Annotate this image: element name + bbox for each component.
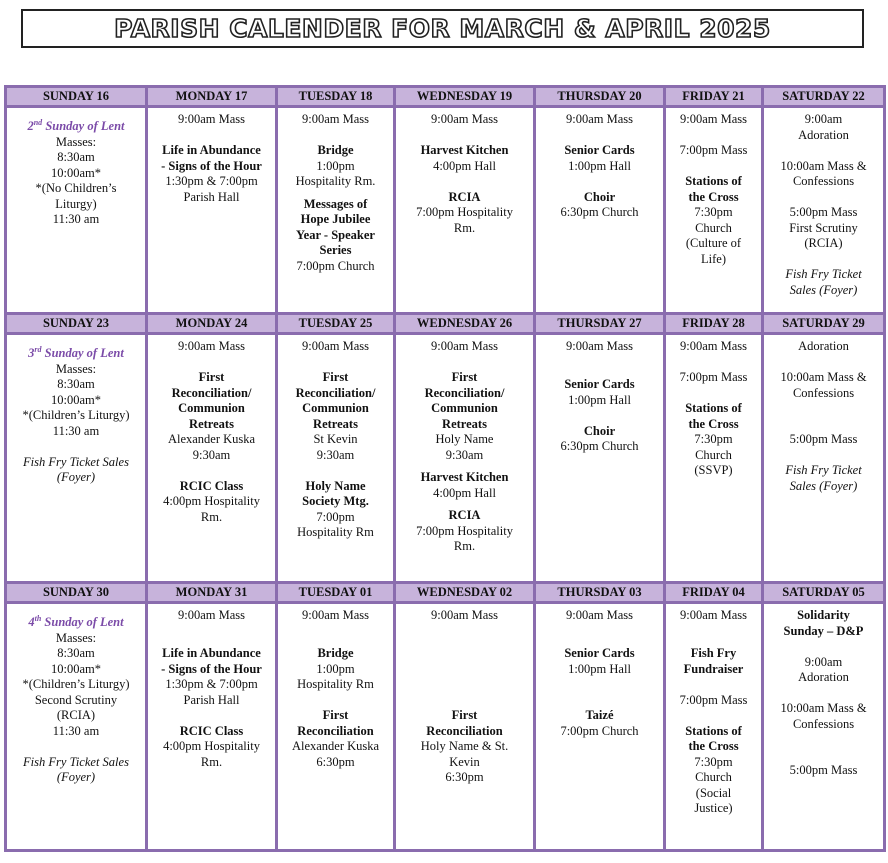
event-line: 10:00am Mass &: [780, 370, 867, 384]
event-title: Stations of: [685, 723, 742, 738]
event-line: 1:00pm Hall: [568, 158, 631, 173]
event-title: Choir: [583, 189, 616, 204]
event-line: Hospitality Rm.: [295, 174, 376, 188]
event-line: 4:00pm Hall: [433, 485, 496, 500]
event-line: 6:30pm Church: [560, 205, 639, 219]
event-line: Parish Hall: [183, 189, 240, 204]
event-title: First: [451, 708, 478, 722]
week-3-header-row: [6, 583, 885, 603]
event-title: Retreats: [189, 416, 234, 431]
event-line: 9:00am Mass: [679, 339, 747, 353]
event-line: 10:00am Mass &: [780, 701, 867, 715]
event-title: Harvest Kitchen: [420, 143, 509, 157]
event-line: (Social: [695, 785, 732, 800]
event-line: Fish Fry Ticket: [785, 267, 862, 281]
event-line: 1:00pm: [316, 158, 355, 173]
event-title: Year - Speaker: [296, 227, 375, 242]
event-line: 1:30pm & 7:00pm: [165, 174, 258, 188]
event-title: Bridge: [317, 646, 354, 660]
event-title: Reconciliation/: [295, 385, 376, 400]
event-line: 9:00am Mass: [565, 608, 633, 622]
event-title: Reconciliation: [426, 723, 503, 738]
event-title: Senior Cards: [564, 377, 635, 391]
event-line: (Foyer): [56, 470, 96, 484]
day-cell-tuesday: [277, 107, 395, 314]
week-3-row: [6, 603, 885, 851]
event-line: 7:30pm: [694, 432, 733, 446]
event-line: (SSVP): [694, 463, 733, 477]
day-header: SUNDAY 16: [6, 87, 147, 107]
day-cell-monday: [147, 334, 277, 583]
event-line: 5:00pm Mass: [789, 763, 858, 777]
day-cell-sunday: [6, 107, 147, 314]
event-title: Society Mtg.: [302, 494, 369, 508]
event-line: 9:00am Mass: [177, 339, 245, 353]
event-title: Senior Cards: [564, 143, 635, 157]
event-title: First: [322, 370, 349, 384]
day-cell-wednesday: [395, 603, 535, 851]
event-line: Alexander Kuska: [167, 432, 256, 446]
event-line: 5:00pm Mass: [789, 205, 858, 219]
event-line: 9:00am Mass: [177, 608, 245, 622]
event-line: 4:00pm Hall: [433, 158, 496, 173]
event-title: Communion: [302, 401, 369, 415]
day-cell-saturday: [763, 107, 885, 314]
event-line: (Culture of: [685, 236, 742, 250]
event-line: Alexander Kuska: [291, 739, 380, 753]
day-header: WEDNESDAY 19: [395, 87, 535, 107]
event-title: the Cross: [688, 416, 739, 431]
event-line: 9:00am Mass: [430, 608, 498, 622]
day-header: SATURDAY 05: [763, 583, 885, 603]
event-line: Justice): [694, 801, 733, 815]
event-line: Kevin: [449, 754, 480, 769]
event-line: Confessions: [792, 385, 855, 400]
event-line: Second Scrutiny: [34, 692, 118, 707]
event-line: 4:00pm Hospitality: [163, 739, 260, 753]
event-line: 8:30am: [57, 646, 95, 660]
event-title: Solidarity: [797, 608, 850, 622]
event-line: Fish Fry Ticket: [785, 463, 862, 477]
day-header: TUESDAY 01: [277, 583, 395, 603]
event-line: 4:00pm Hospitality: [163, 494, 260, 508]
event-title: RCIA: [448, 508, 481, 522]
event-line: 9:30am: [192, 447, 231, 462]
event-title: RCIC Class: [179, 723, 244, 738]
day-header: THURSDAY 20: [535, 87, 665, 107]
event-line: 9:00am Mass: [177, 112, 245, 126]
event-line: 1:30pm & 7:00pm: [165, 677, 258, 691]
day-cell-saturday: [763, 334, 885, 583]
event-title: Bridge: [317, 143, 354, 157]
day-cell-monday: [147, 107, 277, 314]
event-line: Rm.: [453, 220, 476, 235]
event-title: Stations of: [685, 401, 742, 415]
calendar-title-box: [21, 9, 864, 48]
event-line: Sales (Foyer): [789, 282, 858, 297]
event-title: - Signs of the Hour: [161, 158, 262, 173]
event-line: 10:00am Mass &: [780, 158, 867, 173]
event-title: Fundraiser: [683, 661, 744, 676]
sunday-of-lent-label: 3rd Sunday of Lent: [28, 344, 124, 360]
event-line: 9:00am: [804, 654, 843, 669]
event-line: Fish Fry Ticket Sales: [23, 454, 129, 469]
event-line: Confessions: [792, 174, 855, 188]
event-line: Parish Hall: [183, 692, 240, 707]
event-title: Sunday – D&P: [783, 623, 864, 638]
event-line: 9:00am Mass: [679, 112, 747, 126]
day-header: SATURDAY 29: [763, 314, 885, 334]
event-title: Series: [319, 243, 352, 257]
event-line: Hospitality Rm: [297, 525, 374, 539]
calendar-grid: [4, 85, 886, 852]
event-line: *(Children’s Liturgy): [22, 408, 130, 422]
event-line: 11:30 am: [52, 212, 100, 226]
event-line: Hospitality Rm: [297, 677, 374, 691]
day-cell-friday: [665, 334, 763, 583]
event-line: (RCIA): [804, 236, 843, 250]
event-title: Fish Fry: [690, 646, 737, 660]
event-title: Life in Abundance: [162, 143, 261, 157]
event-title: Life in Abundance: [162, 646, 261, 660]
day-header: THURSDAY 03: [535, 583, 665, 603]
event-line: 8:30am: [57, 150, 95, 164]
event-line: 10:00am*: [51, 165, 101, 180]
event-line: 9:00am Mass: [301, 339, 369, 353]
day-header: THURSDAY 27: [535, 314, 665, 334]
week-2-row: [6, 334, 885, 583]
event-line: Holy Name: [435, 432, 494, 446]
event-line: 6:30pm: [316, 754, 355, 769]
day-cell-thursday: [535, 334, 665, 583]
day-cell-tuesday: [277, 603, 395, 851]
day-cell-tuesday: [277, 334, 395, 583]
event-title: Reconciliation/: [171, 385, 252, 400]
event-title: Reconciliation: [297, 723, 374, 738]
event-line: 7:00pm Mass: [679, 370, 748, 384]
event-line: 11:30 am: [52, 423, 100, 438]
event-line: 7:00pm: [316, 509, 355, 524]
sunday-of-lent-label: 4th Sunday of Lent: [28, 613, 124, 629]
day-header: FRIDAY 21: [665, 87, 763, 107]
event-line: Rm.: [453, 539, 476, 553]
event-title: Reconciliation/: [424, 385, 505, 400]
event-title: Messages of: [303, 196, 368, 211]
event-line: 1:00pm Hall: [568, 661, 631, 676]
event-line: 9:00am Mass: [679, 608, 747, 622]
event-line: 9:00am Mass: [430, 112, 498, 126]
event-line: Masses:: [55, 134, 97, 149]
day-cell-sunday: [6, 603, 147, 851]
event-title: First: [322, 708, 349, 722]
calendar-title: PARISH CALENDER FOR MARCH & APRIL 2025: [114, 14, 771, 43]
event-title: Communion: [178, 401, 245, 415]
day-header: FRIDAY 28: [665, 314, 763, 334]
event-line: First Scrutiny: [789, 220, 858, 235]
week-2-header-row: [6, 314, 885, 334]
event-title: - Signs of the Hour: [161, 661, 262, 676]
day-header: WEDNESDAY 26: [395, 314, 535, 334]
event-line: 9:30am: [445, 447, 484, 462]
event-line: (RCIA): [56, 708, 96, 722]
event-line: 1:00pm Hall: [568, 392, 631, 407]
event-title: the Cross: [688, 739, 739, 753]
day-header: MONDAY 17: [147, 87, 277, 107]
day-header: SUNDAY 30: [6, 583, 147, 603]
event-line: 9:00am Mass: [430, 339, 498, 353]
sunday-of-lent-label: 2nd Sunday of Lent: [27, 117, 125, 133]
event-title: Stations of: [685, 174, 742, 188]
event-line: 8:30am: [57, 377, 95, 391]
event-line: Holy Name & St.: [420, 739, 509, 753]
event-line: Masses:: [55, 361, 97, 376]
day-header: MONDAY 24: [147, 314, 277, 334]
week-1-header-row: [6, 87, 885, 107]
event-line: 7:00pm Church: [560, 723, 639, 738]
day-cell-wednesday: [395, 334, 535, 583]
event-line: *(No Children’s: [35, 181, 117, 195]
event-line: Sales (Foyer): [789, 478, 858, 493]
event-line: Adoration: [798, 127, 849, 142]
event-title: the Cross: [688, 189, 739, 204]
event-title: RCIC Class: [179, 478, 244, 493]
event-line: 9:00am Mass: [301, 112, 369, 126]
event-line: 9:00am Mass: [565, 339, 633, 353]
event-line: Fish Fry Ticket Sales: [23, 754, 129, 769]
event-line: Church: [695, 220, 732, 235]
event-line: Life): [701, 251, 726, 266]
day-cell-thursday: [535, 603, 665, 851]
week-1-row: [6, 107, 885, 314]
event-line: Confessions: [792, 716, 855, 731]
event-line: Church: [695, 770, 732, 784]
event-line: 9:00am Mass: [301, 608, 369, 622]
event-line: Adoration: [798, 339, 849, 353]
event-title: Hope Jubilee: [300, 212, 371, 226]
day-header: SUNDAY 23: [6, 314, 147, 334]
event-title: Holy Name: [305, 478, 366, 493]
event-title: Choir: [583, 423, 616, 438]
day-cell-sunday: [6, 334, 147, 583]
event-line: 7:30pm: [694, 205, 733, 219]
event-title: Communion: [431, 401, 498, 415]
event-line: 11:30 am: [52, 723, 100, 738]
day-header: TUESDAY 25: [277, 314, 395, 334]
event-title: First: [451, 370, 478, 384]
event-line: 6:30pm Church: [560, 439, 639, 453]
event-title: Taizé: [585, 708, 614, 722]
event-line: 9:30am: [316, 447, 355, 462]
event-line: 1:00pm: [316, 661, 355, 676]
event-line: 7:00pm Church: [296, 258, 375, 273]
day-cell-wednesday: [395, 107, 535, 314]
event-line: 9:00am: [804, 112, 843, 126]
event-line: 9:00am Mass: [565, 112, 633, 126]
day-header: FRIDAY 04: [665, 583, 763, 603]
day-cell-saturday: [763, 603, 885, 851]
day-cell-friday: [665, 603, 763, 851]
event-line: 7:00pm Mass: [679, 143, 748, 157]
event-title: First: [198, 370, 225, 384]
event-line: 10:00am*: [51, 661, 101, 676]
event-line: Masses:: [55, 630, 97, 645]
day-cell-thursday: [535, 107, 665, 314]
event-title: Retreats: [313, 416, 358, 431]
event-line: Rm.: [200, 754, 223, 769]
event-title: RCIA: [448, 189, 481, 204]
event-line: 7:00pm Hospitality: [416, 523, 513, 538]
event-line: *(Children’s Liturgy): [22, 677, 130, 691]
event-line: Rm.: [200, 509, 223, 524]
day-cell-monday: [147, 603, 277, 851]
event-line: (Foyer): [56, 770, 96, 784]
event-line: 6:30pm: [445, 770, 484, 784]
event-line: 7:00pm Hospitality: [416, 205, 513, 219]
day-header: TUESDAY 18: [277, 87, 395, 107]
event-title: Retreats: [442, 416, 487, 431]
event-line: 7:00pm Mass: [679, 692, 748, 707]
event-line: 7:30pm: [694, 754, 733, 769]
event-line: 10:00am*: [51, 392, 101, 407]
day-header: SATURDAY 22: [763, 87, 885, 107]
day-cell-friday: [665, 107, 763, 314]
event-line: Adoration: [798, 670, 849, 684]
day-header: WEDNESDAY 02: [395, 583, 535, 603]
event-title: Senior Cards: [564, 646, 635, 660]
event-line: St Kevin: [313, 432, 358, 446]
event-line: 5:00pm Mass: [789, 432, 858, 446]
event-line: Church: [695, 447, 732, 462]
day-header: MONDAY 31: [147, 583, 277, 603]
event-title: Harvest Kitchen: [420, 470, 509, 484]
event-line: Liturgy): [55, 196, 97, 211]
